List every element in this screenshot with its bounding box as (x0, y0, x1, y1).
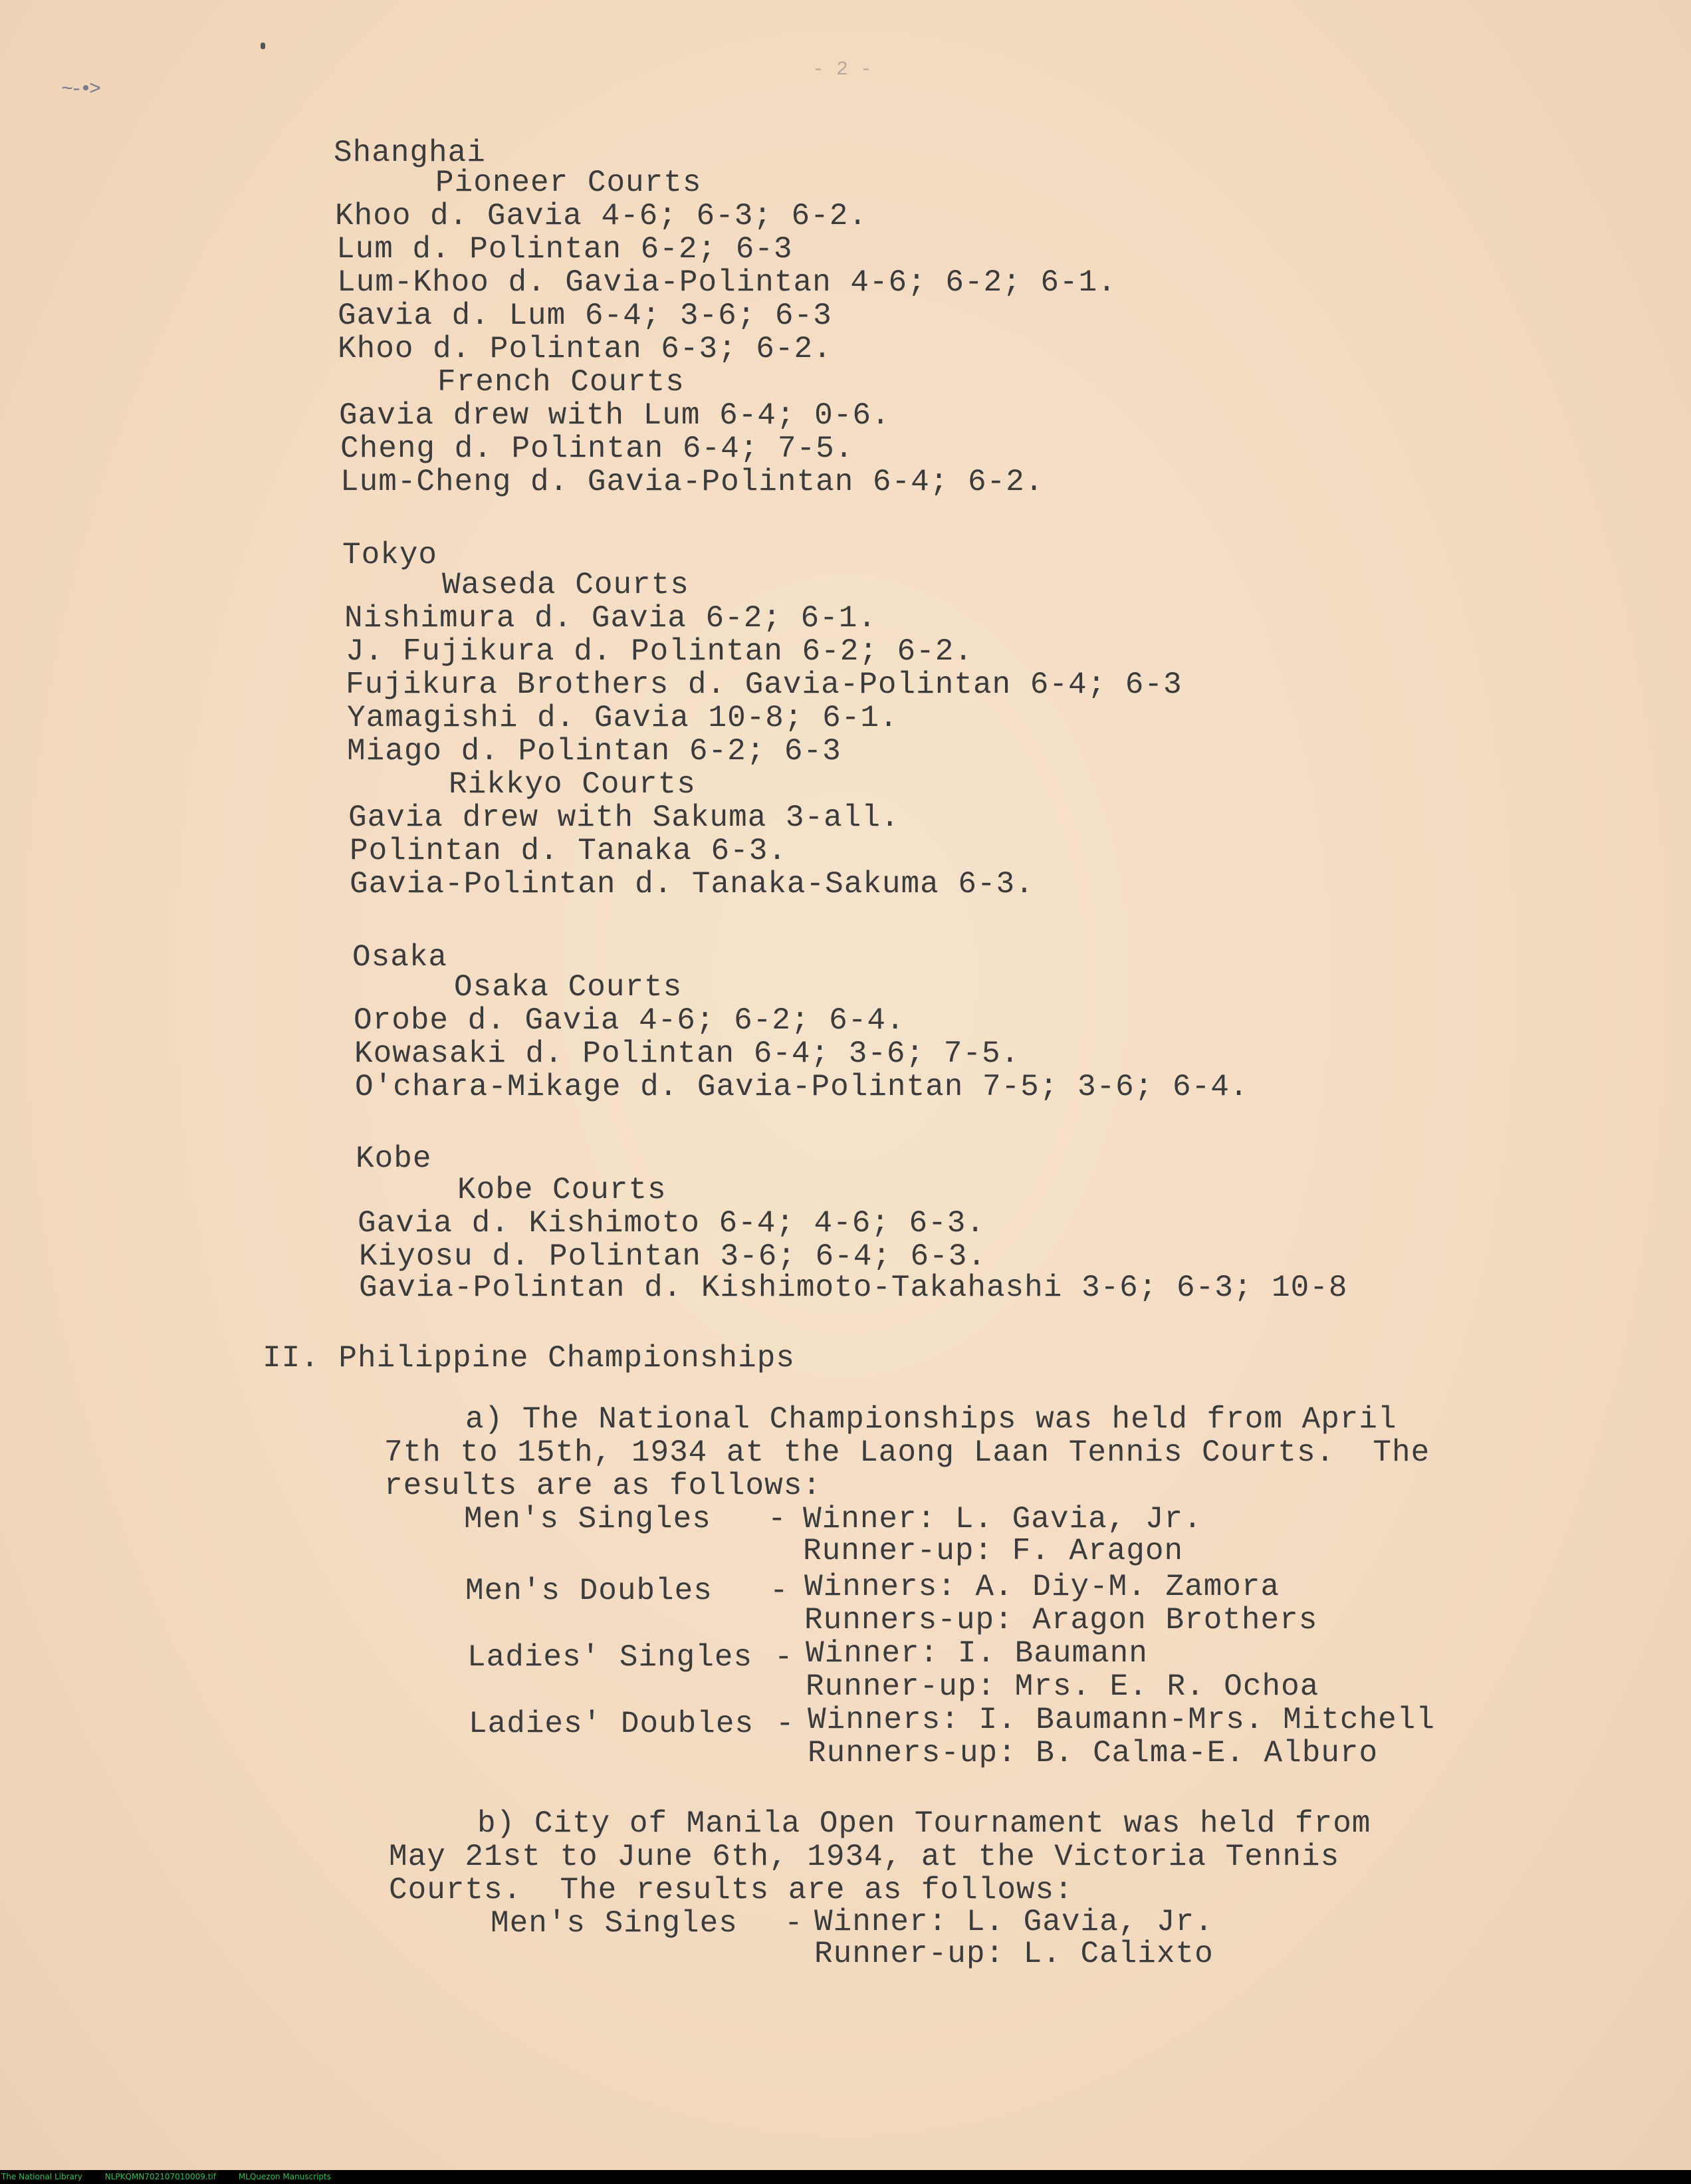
paragraph-line: Courts. The results are as follows: (389, 1873, 1073, 1907)
event-winner: Winner: L. Gavia, Jr. (814, 1905, 1214, 1939)
archive-footer (0, 2170, 1691, 2184)
page-number: - 2 - (812, 59, 873, 81)
event-winner: Winners: I. Baumann-Mrs. Mitchell (808, 1703, 1435, 1737)
result-line: Khoo d. Polintan 6-3; 6-2. (338, 332, 832, 366)
result-line: Kiyosu d. Polintan 3-6; 6-4; 6-3. (359, 1239, 986, 1274)
result-line: Lum-Cheng d. Gavia-Polintan 6-4; 6-2. (340, 465, 1044, 499)
paragraph-line: a) The National Championships was held from April (465, 1402, 1397, 1437)
result-line: O'chara-Mikage d. Gavia-Polintan 7-5; 3-6; 6-4. (355, 1070, 1249, 1104)
court-heading-rikkyo: Rikkyo Courts (449, 767, 696, 802)
event-name: Men's Singles (491, 1906, 738, 1941)
court-heading-french: French Courts (437, 365, 685, 400)
paragraph-line: results are as follows: (384, 1469, 822, 1503)
event-dash: - (768, 1502, 787, 1536)
corner-pencil-mark: ~-•> (61, 78, 99, 101)
event-runner-up: Runners-up: B. Calma-E. Alburo (808, 1736, 1379, 1770)
result-line: Nishimura d. Gavia 6-2; 6-1. (344, 601, 877, 636)
result-line: Gavia drew with Lum 6-4; 0-6. (339, 398, 891, 433)
result-line: Fujikura Brothers d. Gavia-Polintan 6-4; 6-3 (346, 667, 1183, 702)
result-line: Gavia drew with Sakuma 3-all. (348, 800, 900, 835)
city-heading-tokyo: Tokyo (342, 538, 438, 572)
result-line: Cheng d. Polintan 6-4; 7-5. (340, 431, 854, 466)
result-line: Polintan d. Tanaka 6-3. (350, 834, 787, 868)
result-line: Kowasaki d. Polintan 6-4; 3-6; 7-5. (354, 1036, 1020, 1071)
result-line: Orobe d. Gavia 4-6; 6-2; 6-4. (354, 1003, 905, 1038)
event-name: Ladies' Doubles (469, 1707, 754, 1741)
footer-collection: MLQuezon Manuscripts (238, 2172, 331, 2181)
footer-filename: NLPKQMN702107010009.tif (104, 2172, 216, 2181)
city-heading-osaka: Osaka (352, 940, 448, 975)
event-runner-up: Runners-up: Aragon Brothers (804, 1603, 1318, 1638)
event-name: Ladies' Singles (467, 1640, 753, 1675)
event-dash: - (784, 1906, 804, 1941)
paragraph-line: b) City of Manila Open Tournament was held from (477, 1806, 1371, 1841)
court-heading-osaka: Osaka Courts (454, 970, 683, 1005)
court-heading-pioneer: Pioneer Courts (435, 166, 702, 200)
paragraph-line: May 21st to June 6th, 1934, at the Victoria Tennis (389, 1840, 1340, 1874)
event-winner: Winner: I. Baumann (806, 1636, 1148, 1671)
court-heading-kobe: Kobe Courts (457, 1173, 667, 1207)
result-line: Gavia-Polintan d. Tanaka-Sakuma 6-3. (350, 867, 1034, 902)
footer-library: The National Library (1, 2172, 82, 2181)
event-runner-up: Runner-up: Mrs. E. R. Ochoa (806, 1669, 1319, 1704)
ink-speck (261, 43, 265, 49)
event-dash: - (774, 1640, 794, 1675)
event-dash: - (770, 1574, 789, 1608)
event-winner: Winners: A. Diy-M. Zamora (804, 1570, 1280, 1604)
section-heading: II. Philippine Championships (263, 1341, 795, 1376)
result-line: Gavia d. Lum 6-4; 3-6; 6-3 (338, 299, 832, 333)
event-runner-up: Runner-up: F. Aragon (803, 1534, 1184, 1568)
event-dash: - (776, 1707, 795, 1741)
result-line: Gavia d. Kishimoto 6-4; 4-6; 6-3. (358, 1206, 985, 1241)
event-name: Men's Singles (464, 1502, 711, 1536)
result-line: Gavia-Polintan d. Kishimoto-Takahashi 3-6; 6-3; 10-8 (359, 1271, 1348, 1305)
paragraph-line: 7th to 15th, 1934 at the Laong Laan Tennis Courts. The (384, 1435, 1430, 1470)
result-line: J. Fujikura d. Polintan 6-2; 6-2. (346, 634, 973, 669)
event-winner: Winner: L. Gavia, Jr. (803, 1502, 1202, 1536)
result-line: Lum-Khoo d. Gavia-Polintan 4-6; 6-2; 6-1. (337, 265, 1117, 300)
event-runner-up: Runner-up: L. Calixto (814, 1937, 1214, 1971)
result-line: Lum d. Polintan 6-2; 6-3 (336, 232, 793, 267)
event-name: Men's Doubles (465, 1574, 713, 1608)
result-line: Miago d. Polintan 6-2; 6-3 (347, 734, 842, 769)
city-heading-shanghai: Shanghai (334, 136, 486, 170)
court-heading-waseda: Waseda Courts (442, 568, 689, 602)
city-heading-kobe: Kobe (356, 1142, 432, 1176)
result-line: Yamagishi d. Gavia 10-8; 6-1. (347, 701, 899, 735)
result-line: Khoo d. Gavia 4-6; 6-3; 6-2. (335, 199, 867, 233)
